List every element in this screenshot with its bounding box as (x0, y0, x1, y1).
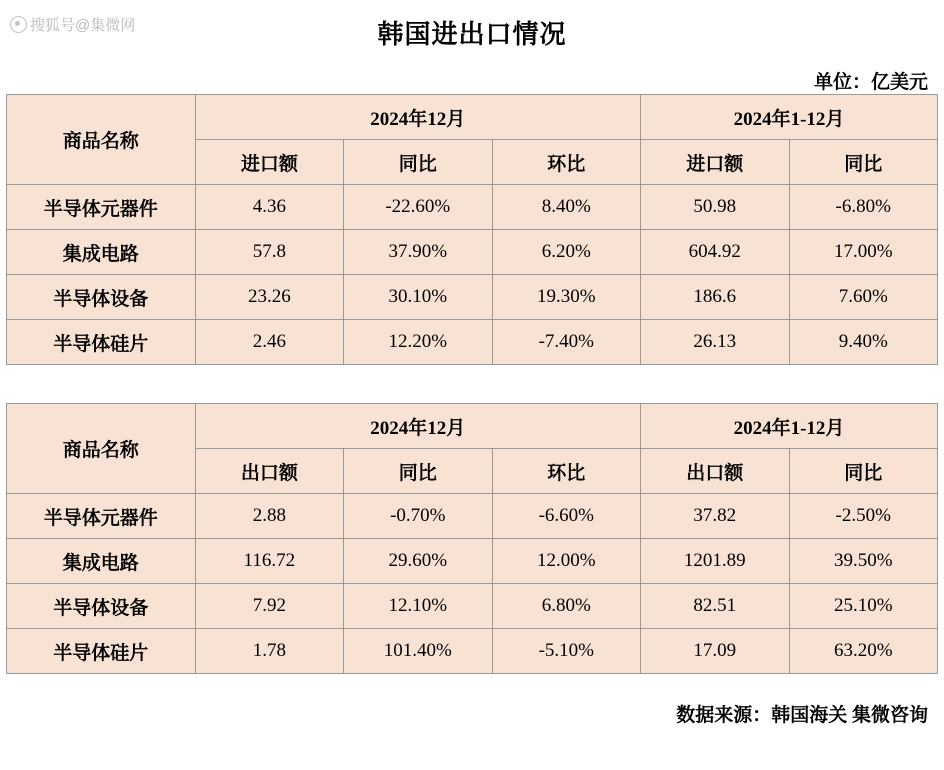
row-label: 半导体设备 (7, 584, 196, 629)
header-sub-1: 出口额 (195, 449, 343, 494)
header-sub-5: 同比 (789, 140, 938, 185)
watermark (10, 14, 135, 35)
header-group-2: 2024年1-12月 (641, 404, 938, 449)
cell-value: 19.30% (492, 275, 641, 320)
cell-value: 9.40% (789, 320, 938, 365)
header-group-1: 2024年12月 (195, 95, 640, 140)
cell-value: -6.80% (789, 185, 938, 230)
cell-value: 37.90% (344, 230, 492, 275)
cell-value: 12.20% (344, 320, 492, 365)
cell-value: 17.00% (789, 230, 938, 275)
row-label: 半导体设备 (7, 275, 196, 320)
row-label: 集成电路 (7, 230, 196, 275)
table-header-row-1 (7, 404, 938, 449)
source-label: 数据来源：韩国海关 集微咨询 (676, 705, 928, 726)
header-sub-2: 同比 (344, 449, 492, 494)
cell-value: 50.98 (641, 185, 789, 230)
cell-value: 63.20% (789, 629, 938, 674)
cell-value: 37.82 (641, 494, 789, 539)
sohu-logo-icon (10, 16, 27, 33)
page-title: 韩国进出口情况 (377, 20, 567, 49)
row-label: 半导体元器件 (7, 494, 196, 539)
cell-value: -7.40% (492, 320, 641, 365)
cell-value: 12.00% (492, 539, 641, 584)
export-table-wrap (0, 403, 944, 674)
header-sub-3: 环比 (492, 140, 641, 185)
table-row (7, 629, 938, 674)
watermark-text: 搜狐号@集微网 (30, 17, 136, 34)
header-group-2: 2024年1-12月 (641, 95, 938, 140)
cell-value: 17.09 (641, 629, 789, 674)
cell-value: 25.10% (789, 584, 938, 629)
table-row (7, 584, 938, 629)
cell-value: 101.40% (344, 629, 492, 674)
cell-value: 82.51 (641, 584, 789, 629)
cell-value: 39.50% (789, 539, 938, 584)
cell-value: -22.60% (344, 185, 492, 230)
cell-value: 23.26 (195, 275, 343, 320)
header-name-col: 商品名称 (7, 95, 196, 185)
header-sub-4: 出口额 (641, 449, 789, 494)
cell-value: 6.80% (492, 584, 641, 629)
table-row (7, 275, 938, 320)
header-sub-5: 同比 (789, 449, 938, 494)
row-label: 半导体元器件 (7, 185, 196, 230)
table-row (7, 185, 938, 230)
header-sub-3: 环比 (492, 449, 641, 494)
header-sub-4: 进口额 (641, 140, 789, 185)
export-table (6, 403, 938, 674)
cell-value: 12.10% (344, 584, 492, 629)
cell-value: -5.10% (492, 629, 641, 674)
table-row (7, 320, 938, 365)
cell-value: 7.60% (789, 275, 938, 320)
cell-value: 7.92 (195, 584, 343, 629)
cell-value: 604.92 (641, 230, 789, 275)
row-label: 半导体硅片 (7, 629, 196, 674)
cell-value: 2.46 (195, 320, 343, 365)
cell-value: 26.13 (641, 320, 789, 365)
header-sub-1: 进口额 (195, 140, 343, 185)
cell-value: 8.40% (492, 185, 641, 230)
table-spacer (0, 365, 944, 403)
cell-value: 4.36 (195, 185, 343, 230)
table-row (7, 230, 938, 275)
import-table-wrap (0, 94, 944, 365)
row-label: 集成电路 (7, 539, 196, 584)
unit-label: 单位：亿美元 (813, 72, 928, 93)
table-row (7, 539, 938, 584)
cell-value: 1201.89 (641, 539, 789, 584)
header-group-1: 2024年12月 (195, 404, 640, 449)
cell-value: -6.60% (492, 494, 641, 539)
cell-value: 29.60% (344, 539, 492, 584)
cell-value: 2.88 (195, 494, 343, 539)
cell-value: -2.50% (789, 494, 938, 539)
cell-value: -0.70% (344, 494, 492, 539)
cell-value: 30.10% (344, 275, 492, 320)
table-row (7, 494, 938, 539)
cell-value: 6.20% (492, 230, 641, 275)
import-table (6, 94, 938, 365)
cell-value: 186.6 (641, 275, 789, 320)
cell-value: 116.72 (195, 539, 343, 584)
table-header-row-1 (7, 95, 938, 140)
cell-value: 57.8 (195, 230, 343, 275)
row-label: 半导体硅片 (7, 320, 196, 365)
cell-value: 1.78 (195, 629, 343, 674)
header-sub-2: 同比 (344, 140, 492, 185)
header-name-col: 商品名称 (7, 404, 196, 494)
